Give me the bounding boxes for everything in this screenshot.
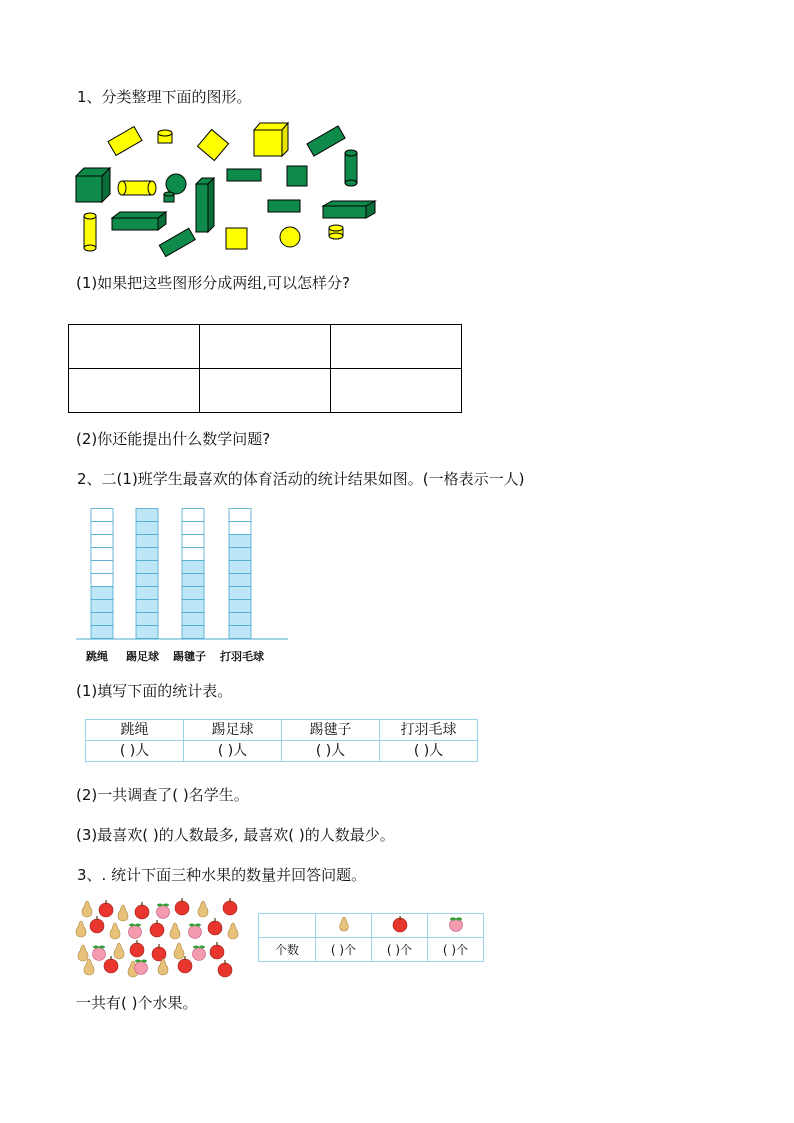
fruit-illustration	[75, 896, 243, 980]
table-cell[interactable]	[200, 369, 331, 413]
bar-labels	[76, 648, 288, 664]
q2-sub3: (3)最喜欢( )的人数最多, 最喜欢( )的人数最少。	[76, 826, 395, 844]
yellow-square	[198, 130, 229, 161]
pear-icon	[82, 901, 92, 917]
bar-cell	[91, 600, 113, 613]
pear-icon	[78, 945, 88, 961]
peach-icon	[447, 915, 465, 933]
shapes-illustration	[70, 118, 390, 260]
q2-sub2: (2)一共调查了( )名学生。	[76, 786, 249, 804]
bar-cell	[229, 587, 251, 600]
bar-cell	[229, 613, 251, 626]
apple-icon	[391, 915, 409, 933]
pear-icon	[174, 943, 184, 959]
bar-cell	[91, 535, 113, 548]
bar-cell	[91, 574, 113, 587]
table-header: 踢毽子	[282, 720, 380, 741]
apple-icon	[150, 920, 164, 937]
bar-chart-svg	[76, 508, 288, 641]
table-row	[259, 938, 484, 962]
yellow-cube	[254, 123, 288, 156]
bar-cell	[182, 587, 204, 600]
bar-label-1: 踢足球	[126, 650, 159, 663]
bar-cell	[182, 626, 204, 639]
bar-cell	[136, 600, 158, 613]
green-square	[287, 166, 307, 186]
bar-cell	[91, 522, 113, 535]
yellow-cylinder-bottom	[329, 225, 343, 239]
apple-icon	[130, 940, 144, 957]
bar-label-2: 踢毽子	[173, 650, 206, 663]
apple-icon	[210, 942, 224, 959]
q3-title: 3、. 统计下面三种水果的数量并回答问题。	[77, 866, 367, 884]
pear-icon	[158, 959, 168, 975]
bar-cell	[182, 574, 204, 587]
pear-icon	[170, 923, 180, 939]
green-flat-rectangle	[227, 169, 261, 181]
peach-header	[428, 914, 484, 938]
bar-cell	[91, 613, 113, 626]
bar-cell	[91, 626, 113, 639]
green-cylinder-small	[164, 192, 174, 202]
table-row	[259, 914, 484, 938]
bar-cell	[136, 587, 158, 600]
table-cell[interactable]: ( )个	[428, 938, 484, 962]
green-rectangle	[307, 126, 345, 156]
apple-icon	[135, 902, 149, 919]
table-cell[interactable]	[331, 325, 462, 369]
pear-icon	[84, 959, 94, 975]
table-cell[interactable]: ( )人	[282, 741, 380, 762]
apple-icon	[152, 944, 166, 961]
green-cube	[76, 168, 110, 202]
apple-icon	[90, 916, 104, 933]
table-row	[69, 325, 462, 369]
green-rectangle-tilted	[159, 228, 195, 256]
bar-cell	[182, 600, 204, 613]
table-cell[interactable]	[331, 369, 462, 413]
bar-cell	[91, 548, 113, 561]
bar-cell	[136, 613, 158, 626]
table-cell[interactable]	[69, 369, 200, 413]
table-row	[86, 741, 478, 762]
peach-icon	[193, 946, 206, 961]
yellow-circle	[280, 227, 300, 247]
table-header: 跳绳	[86, 720, 184, 741]
apple-header	[372, 914, 428, 938]
table-cell[interactable]: ( )人	[184, 741, 282, 762]
bar-cell	[229, 626, 251, 639]
q2-sub1: (1)填写下面的统计表。	[76, 682, 233, 700]
stats-table	[85, 719, 478, 762]
table-header: 打羽毛球	[380, 720, 478, 741]
yellow-cylinder-small	[158, 130, 172, 143]
table-corner	[259, 914, 316, 938]
bar-cell	[229, 548, 251, 561]
green-flat-cuboid	[323, 201, 375, 218]
bar-cell	[229, 561, 251, 574]
yellow-rectangle	[108, 127, 142, 156]
bar-cell	[229, 535, 251, 548]
table-cell[interactable]	[69, 325, 200, 369]
pear-icon	[337, 915, 351, 933]
table-row	[86, 720, 478, 741]
row-label: 个数	[259, 938, 316, 962]
apple-icon	[175, 898, 189, 915]
bar-cell	[136, 535, 158, 548]
pear-icon	[76, 921, 86, 937]
bar-cell	[91, 587, 113, 600]
pear-icon	[228, 923, 238, 939]
bar-cell	[136, 626, 158, 639]
pear-header	[316, 914, 372, 938]
apple-icon	[99, 900, 113, 917]
pear-icon	[110, 923, 120, 939]
bar-cell	[136, 509, 158, 522]
bar-label-3: 打羽毛球	[220, 650, 264, 663]
table-cell[interactable]: ( )个	[316, 938, 372, 962]
bar-cell	[182, 561, 204, 574]
q1-title: 1、分类整理下面的图形。	[77, 88, 252, 106]
table-cell[interactable]: ( )人	[380, 741, 478, 762]
bar-cell	[136, 548, 158, 561]
bar-cell	[136, 561, 158, 574]
bar-cell	[229, 522, 251, 535]
peach-icon	[157, 904, 170, 919]
bar-label-0: 跳绳	[86, 650, 108, 663]
table-header: 踢足球	[184, 720, 282, 741]
yellow-cylinder-horizontal	[118, 181, 156, 195]
green-cuboid-vertical	[196, 178, 214, 232]
bar-cell	[136, 522, 158, 535]
table-cell[interactable]: ( )个	[372, 938, 428, 962]
bar-cell	[229, 600, 251, 613]
pear-icon	[118, 905, 128, 921]
q1-sub1: (1)如果把这些图形分成两组,可以怎样分?	[76, 274, 350, 292]
q2-title: 2、二(1)班学生最喜欢的体育活动的统计结果如图。(一格表示一人)	[77, 470, 525, 488]
bar-cell	[182, 613, 204, 626]
apple-icon	[223, 898, 237, 915]
green-small-rectangle	[268, 200, 300, 212]
bar-cell	[229, 509, 251, 522]
bar-cell	[229, 574, 251, 587]
table-cell[interactable]: ( )人	[86, 741, 184, 762]
bar-cell	[91, 561, 113, 574]
fruit-table	[258, 913, 484, 962]
yellow-cylinder-vertical	[84, 213, 96, 251]
table-row	[69, 369, 462, 413]
peach-icon	[189, 924, 202, 939]
bar-cell	[182, 548, 204, 561]
pear-icon	[198, 901, 208, 917]
bar-cell	[136, 574, 158, 587]
pear-icon	[114, 943, 124, 959]
apple-icon	[218, 960, 232, 977]
bar-cell	[182, 535, 204, 548]
apple-icon	[208, 918, 222, 935]
q1-sub2: (2)你还能提出什么数学问题?	[76, 430, 271, 448]
yellow-square-bottom	[226, 228, 247, 249]
bar-cell	[91, 509, 113, 522]
green-cuboid-horizontal	[112, 212, 166, 230]
bar-cell	[182, 509, 204, 522]
peach-icon	[129, 924, 142, 939]
bar-cell	[182, 522, 204, 535]
grouping-table	[68, 324, 462, 413]
table-cell[interactable]	[200, 325, 331, 369]
peach-icon	[135, 960, 148, 975]
peach-icon	[93, 946, 106, 961]
green-circle	[166, 174, 186, 194]
bar-chart	[76, 508, 288, 666]
green-cylinder	[345, 150, 357, 186]
q3-total-line: 一共有( )个水果。	[76, 994, 198, 1012]
